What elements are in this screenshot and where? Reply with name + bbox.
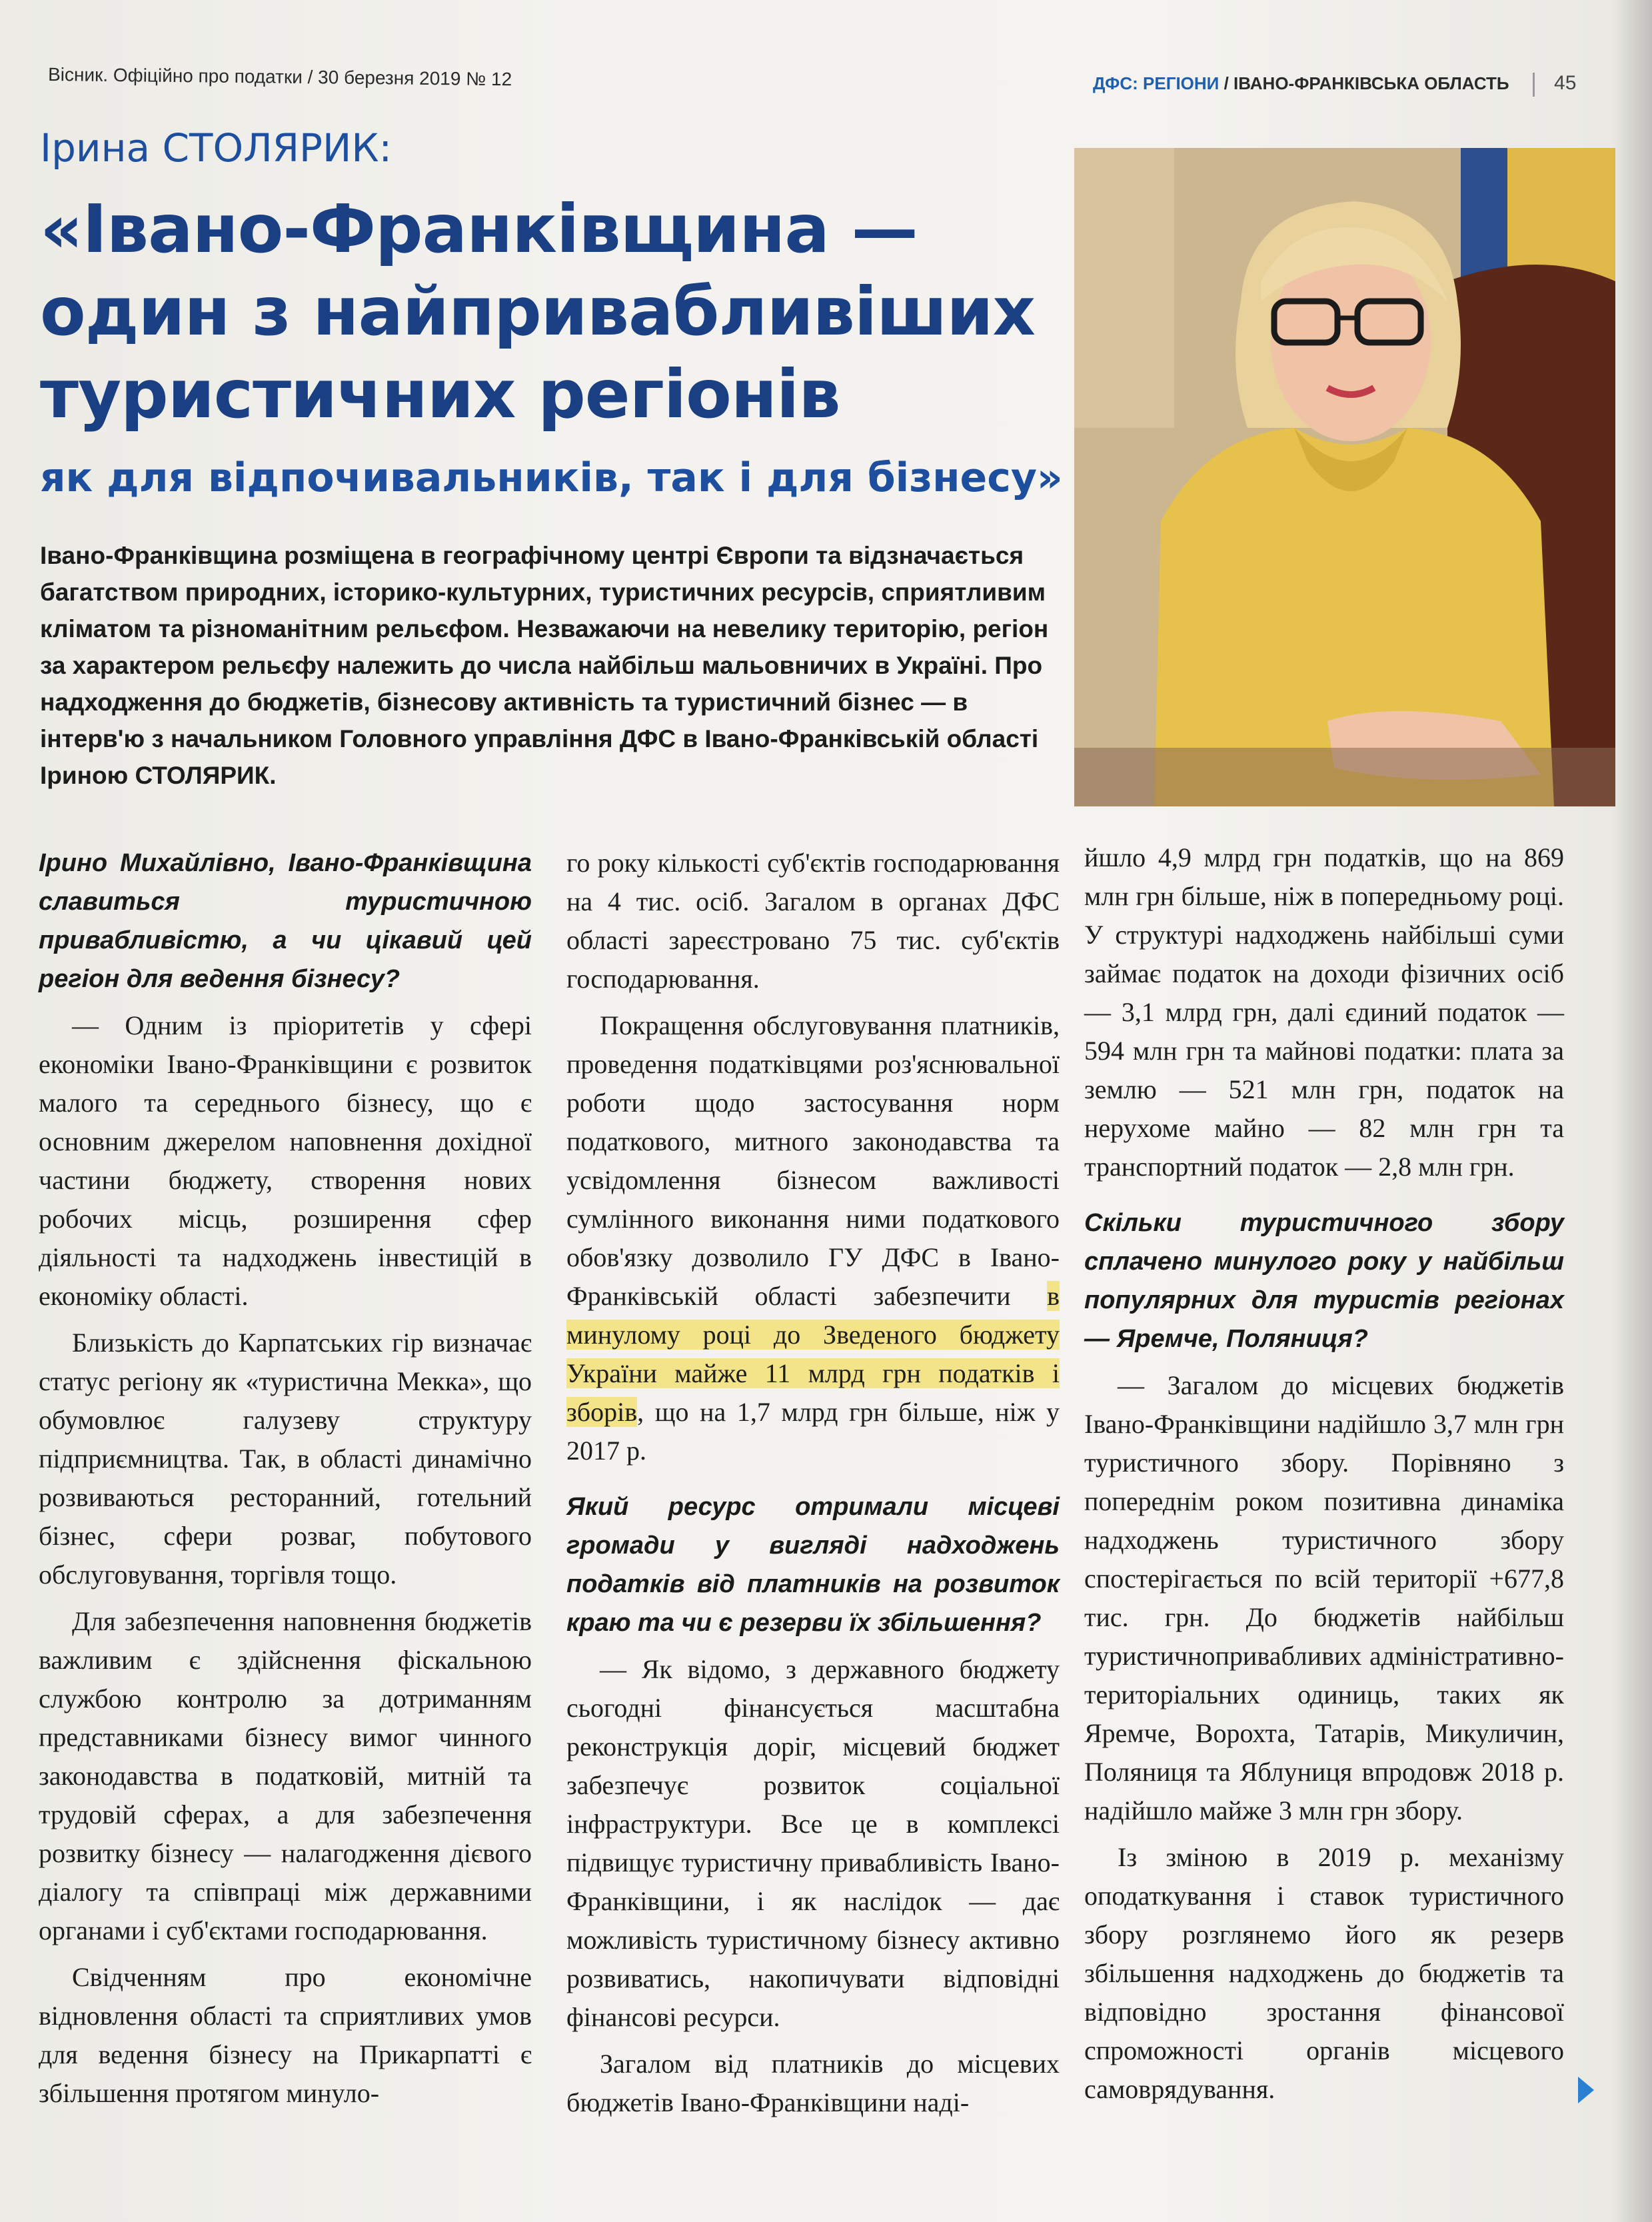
title-line: один з найпривабливіших: [40, 273, 1035, 351]
paragraph-with-highlight: [566, 1006, 1060, 1470]
running-header-right: [1093, 72, 1577, 101]
text-run: , що на 1,7 млрд грн більше, ніж у 2017 р.: [566, 1397, 1060, 1466]
paragraph: Для забезпечення наповнення бюджетів важливим є здійснення фіскальною службою контролю за дотриманням представниками бізнесу вимог чинного законодавства в податковій, митній та трудовій сферах, а для забезпечення розвитку бізнесу — налагодження дієвого діалогу та співпраці між державними органами і суб'єктами господарювання.: [39, 1606, 532, 1945]
section-label: ДФС: РЕГІОНИ: [1093, 73, 1220, 93]
paragraph: Загалом від платників до місцевих бюджетів Івано-Франківщини наді-: [566, 2049, 1060, 2117]
text-run: Покращення обслуговування платників, проведення податківцями роз'яснювальної роботи щодо застосування норм податкового, митного законодавства та усвідомлення бізнесом важливості сумлінного виконання ними податкового обов'язку дозволило ГУ ДФС в Івано-Франківській області забезпечити: [566, 1010, 1060, 1311]
question-1: Ірино Михайлівно, Івано-Франківщина славиться туристичною привабливістю, а чи цікавий цей регіон для ведення бізнесу?: [39, 849, 532, 993]
paragraph: го року кількості суб'єктів господарювання на 4 тис. осіб. Загалом в органах ДФС області зареєстровано 75 тис. суб'єктів господарювання.: [566, 848, 1060, 994]
title-line: «Івано-Франківщина —: [40, 190, 918, 268]
running-header-left: Вісник. Офіційно про податки / 30 березня 2019 № 12: [47, 64, 512, 90]
paragraph: Близькість до Карпатських гір визначає статус регіону як «туристична Мекка», що обумовлює галузеву структуру підприємництва. Так, в області динамічно розвиваються ресторанний, готельний бізнес, сфери розваг, побутового обслуговування, торгівля тощо.: [39, 1328, 532, 1590]
question-2: Який ресурс отримали місцеві громади у вигляді надходжень податків від платників на розвиток краю та чи є резерви їх збільшення?: [566, 1493, 1060, 1637]
column-2: [566, 844, 1060, 2130]
paragraph: — Як відомо, з державного бюджету сьогодні фінансується масштабна реконструкція доріг, місцевий бюджет забезпечує розвиток соціальної інфраструктури. Все це в комплексі підвищує туристичну привабливість Івано-Франківщини, і як наслідок — дає можливість туристичному бізнесу активно розвиватись, накопичувати відповідні фінансові ресурси.: [566, 1654, 1060, 2032]
header-divider: [1533, 73, 1535, 97]
paragraph: — Одним із пріоритетів у сфері економіки Івано-Франківщини є розвиток малого та середнього бізнесу, що є основним джерелом наповнення дохідної частини бюджету, створення нових робочих місць, розширення сфер діяльності та надходжень інвестицій в економіку області.: [39, 1010, 532, 1311]
highlighted-text: в минулому році до Зведеного бюджету України майже 11 млрд грн податків і зборів: [566, 1281, 1060, 1427]
paragraph: йшло 4,9 млрд грн податків, що на 869 млн грн більше, ніж в попередньому році. У структурі надходжень найбільші суми займає податок на доходи фізичних осіб — 3,1 млрд грн, далі єдиний податок — 594 млн грн та майнові податки: плата за землю — 521 млн грн, податок на нерухоме майно — 82 млн грн та транспортний податок — 2,8 млн грн.: [1084, 842, 1564, 1182]
continue-arrow-icon: [1578, 2077, 1594, 2103]
portrait-illustration: [1074, 148, 1615, 806]
region-label: / ІВАНО-ФРАНКІВСЬКА ОБЛАСТЬ: [1224, 73, 1509, 93]
article-title: [40, 188, 1080, 436]
column-3: [1084, 838, 1564, 2117]
portrait-photo: [1074, 148, 1615, 806]
paragraph: Із зміною в 2019 р. механізму оподаткування і ставок туристичного збору розглянемо його як резерв збільшення надходжень до бюджетів та відповідно зростання фінансової спроможності органів місцевого самоврядування.: [1084, 1842, 1564, 2104]
title-line: туристичних регіонів: [40, 355, 840, 433]
article-subtitle: як для відпочивальників, так і для бізнесу»: [40, 455, 1063, 501]
paragraph: — Загалом до місцевих бюджетів Івано-Франківщини надійшло 3,7 млн грн туристичного збору. Порівняно з попереднім роком позитивна динаміка надходжень туристичного збору спостерігається по всій території +677,8 тис. грн. До бюджетів найбільш туристичнопривабливих адміністративно-територіальних одиниць, таких як Яремче, Ворохта, Татарів, Микуличин, Поляниця та Яблуниця впродовж 2018 р. надійшло майже 3 млн грн збору.: [1084, 1370, 1564, 1825]
lead-paragraph: Івано-Франківщина розміщена в географічному центрі Європи та відзначається багатством природних, історико-культурних, туристичних ресурсів, сприятливим кліматом та різноманітним рельєфом. Незважаючи на невелику територію, регіон за характером рельєфу належить до числа найбільш мальовничих в Україні. Про надходження до бюджетів, бізнесову активність та туристичний бізнес — в інтерв'ю з начальником Головного управління ДФС в Івано-Франківській області Іриною СТОЛЯРИК.: [40, 542, 1049, 789]
page-number: 45: [1554, 72, 1577, 94]
question-3: Скільки туристичного збору сплачено минулого року у найбільш популярних для туристів регіонах — Яремче, Поляниця?: [1084, 1209, 1564, 1353]
interviewee-name: Ірина СТОЛЯРИК:: [40, 125, 393, 171]
paragraph: Свідченням про економічне відновлення області та сприятливих умов для ведення бізнесу на Прикарпатті є збільшення протягом минуло-: [39, 1962, 532, 2108]
column-1: [39, 844, 532, 2121]
page-edge-shadow: [1612, 0, 1652, 2222]
